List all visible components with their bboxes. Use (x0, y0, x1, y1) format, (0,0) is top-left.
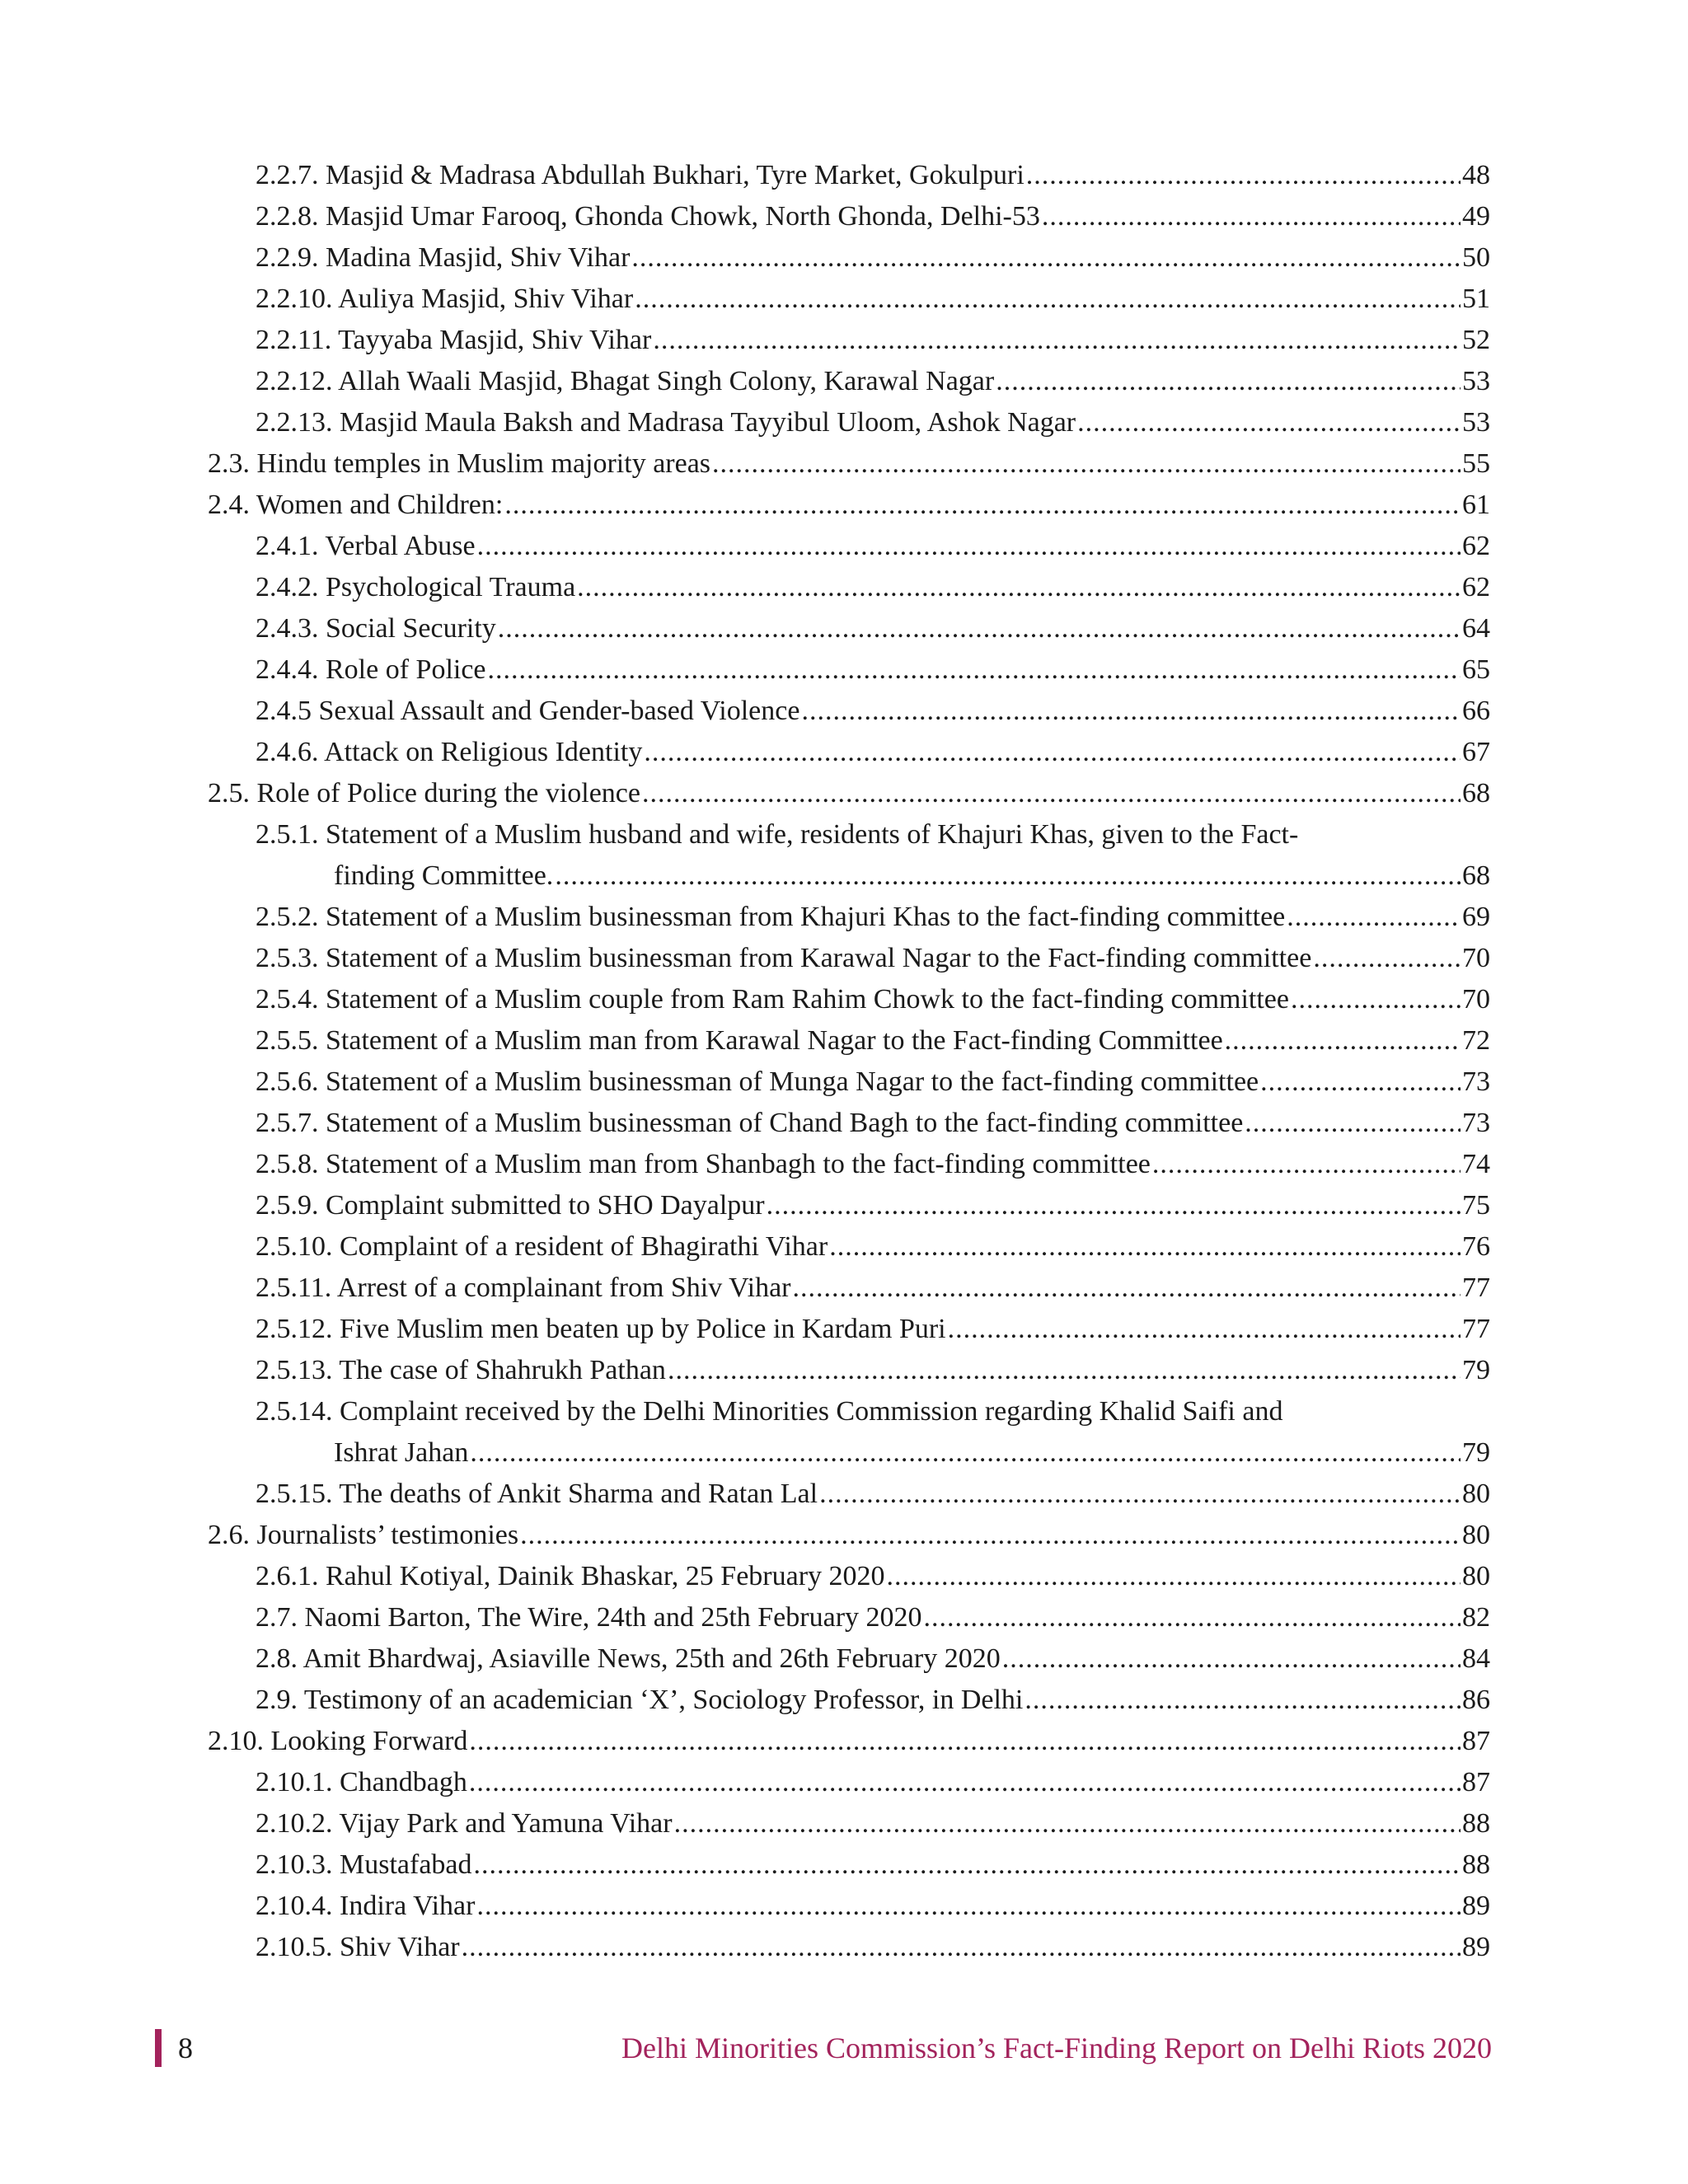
toc-entry-title: 2.5.10. Complaint of a resident of Bhagirathi Vihar (256, 1231, 828, 1262)
toc-entry-title: 2.6. Journalists’ testimonies (208, 1520, 519, 1550)
toc-entry-page-number: 75 (1462, 1190, 1490, 1221)
dot-leader (887, 1556, 1461, 1597)
toc-entry[interactable] (208, 1597, 1490, 1638)
toc-entry[interactable] (208, 1103, 1490, 1144)
toc-entry-page-number: 49 (1462, 201, 1490, 232)
toc-entry-title: 2.5.1. Statement of a Muslim husband and wife, residents of Khajuri Khas, given to the Fact- (256, 819, 1299, 850)
toc-entry[interactable] (208, 1226, 1490, 1268)
dot-leader (642, 773, 1461, 814)
toc-entry-page-number: 53 (1462, 366, 1490, 396)
toc-entry-page-number: 48 (1462, 160, 1490, 190)
toc-entry[interactable] (208, 1350, 1490, 1391)
toc-entry[interactable] (208, 979, 1490, 1020)
toc-entry-page-number: 51 (1462, 284, 1490, 314)
dot-leader (477, 526, 1461, 567)
toc-entry-title-continued: Ishrat Jahan (334, 1437, 469, 1468)
dot-leader (469, 1762, 1461, 1803)
toc-entry[interactable] (208, 814, 1490, 897)
dot-leader (801, 691, 1461, 732)
toc-entry[interactable] (208, 1762, 1490, 1803)
dot-leader (498, 608, 1461, 649)
toc-entry[interactable] (208, 237, 1490, 279)
toc-entry-page-number: 68 (1462, 778, 1490, 808)
toc-entry-page-number: 89 (1462, 1932, 1490, 1962)
toc-entry-title: 2.5.15. The deaths of Ankit Sharma and Ratan Lal (256, 1479, 818, 1509)
toc-entry-page-number: 77 (1462, 1272, 1490, 1303)
toc-entry[interactable] (208, 1638, 1490, 1680)
toc-entry-title: 2.5.3. Statement of a Muslim businessman from Karawal Nagar to the Fact-finding committee (256, 943, 1312, 973)
dot-leader (793, 1268, 1461, 1309)
toc-entry-title: 2.5.2. Statement of a Muslim businessman from Khajuri Khas to the fact-finding committee (256, 902, 1286, 932)
toc-entry-title: 2.2.8. Masjid Umar Farooq, Ghonda Chowk, North Ghonda, Delhi-53 (256, 201, 1040, 232)
toc-entry[interactable] (208, 279, 1490, 320)
toc-entry[interactable] (208, 443, 1490, 485)
toc-entry[interactable] (208, 691, 1490, 732)
dot-leader (577, 567, 1461, 608)
toc-entry-title: 2.4.4. Role of Police (256, 654, 486, 685)
toc-entry-title: 2.5.9. Complaint submitted to SHO Dayalpur (256, 1190, 765, 1221)
toc-entry-title: 2.10.5. Shiv Vihar (256, 1932, 460, 1962)
toc-entry-page-number: 80 (1462, 1479, 1490, 1509)
dot-leader (462, 1927, 1461, 1968)
toc-entry[interactable] (208, 402, 1490, 443)
toc-entry-page-number: 52 (1462, 325, 1490, 355)
footer-report-title: Delhi Minorities Commission’s Fact-Finding Report on Delhi Riots 2020 (621, 2032, 1492, 2064)
dot-leader (1077, 402, 1461, 443)
toc-entry[interactable] (208, 938, 1490, 979)
toc-entry-title: 2.4.5 Sexual Assault and Gender-based Violence (256, 696, 800, 726)
toc-entry[interactable] (208, 1927, 1490, 1968)
toc-entry-page-number: 62 (1462, 572, 1490, 602)
dot-leader (1287, 897, 1461, 938)
toc-entry-page-number: 68 (1462, 860, 1490, 891)
toc-entry[interactable] (208, 361, 1490, 402)
toc-entry-title: 2.4.2. Psychological Trauma (256, 572, 576, 602)
dot-leader (996, 361, 1461, 402)
toc-entry[interactable] (208, 1844, 1490, 1886)
toc-entry-page-number: 67 (1462, 737, 1490, 767)
toc-entry-page-number: 53 (1462, 407, 1490, 438)
table-of-contents (208, 155, 1490, 1968)
toc-entry-title: 2.2.12. Allah Waali Masjid, Bhagat Singh Colony, Karawal Nagar (256, 366, 995, 396)
toc-entry-title-continued: finding Committee. (334, 860, 554, 891)
dot-leader (767, 1185, 1461, 1226)
toc-entry-page-number: 79 (1462, 1355, 1490, 1385)
toc-entry-page-number: 61 (1462, 490, 1490, 520)
toc-entry-page-number: 79 (1462, 1437, 1490, 1468)
dot-leader (819, 1474, 1461, 1515)
toc-entry-title: 2.2.10. Auliya Masjid, Shiv Vihar (256, 284, 634, 314)
toc-entry-page-number: 86 (1462, 1685, 1490, 1715)
toc-entry-title: 2.5.6. Statement of a Muslim businessman of Munga Nagar to the fact-finding committee (256, 1066, 1259, 1097)
toc-entry-title: 2.2.9. Madina Masjid, Shiv Vihar (256, 242, 631, 273)
toc-entry[interactable] (208, 1803, 1490, 1844)
toc-entry-title: 2.10.4. Indira Vihar (256, 1891, 476, 1921)
toc-entry-page-number: 88 (1462, 1808, 1490, 1839)
dot-leader (1260, 1062, 1461, 1103)
toc-entry-page-number: 77 (1462, 1314, 1490, 1344)
toc-entry-page-number: 62 (1462, 531, 1490, 561)
toc-entry[interactable] (208, 485, 1490, 526)
dot-leader (1313, 938, 1461, 979)
dot-leader (555, 855, 1461, 897)
dot-leader (474, 1844, 1461, 1886)
toc-entry[interactable] (208, 732, 1490, 773)
toc-entry-page-number: 80 (1462, 1520, 1490, 1550)
dot-leader (653, 320, 1461, 361)
toc-entry-title: 2.4.1. Verbal Abuse (256, 531, 476, 561)
toc-entry[interactable] (208, 1062, 1490, 1103)
toc-entry-title: 2.5.14. Complaint received by the Delhi Minorities Commission regarding Khalid Saifi and (256, 1396, 1283, 1427)
toc-entry-page-number: 70 (1462, 984, 1490, 1015)
toc-entry-page-number: 69 (1462, 902, 1490, 932)
toc-entry[interactable] (208, 1886, 1490, 1927)
toc-entry-title: 2.4. Women and Children: (208, 490, 504, 520)
toc-entry[interactable] (208, 1268, 1490, 1309)
dot-leader (1291, 979, 1461, 1020)
toc-entry-page-number: 66 (1462, 696, 1490, 726)
dot-leader (1245, 1103, 1461, 1144)
toc-entry-title: 2.5.5. Statement of a Muslim man from Karawal Nagar to the Fact-finding Committee (256, 1025, 1223, 1056)
toc-entry-page-number: 74 (1462, 1149, 1490, 1179)
toc-entry-page-number: 72 (1462, 1025, 1490, 1056)
dot-leader (1225, 1020, 1461, 1062)
dot-leader (470, 1432, 1461, 1474)
dot-leader (476, 1886, 1461, 1927)
dot-leader (1002, 1638, 1461, 1680)
toc-entry-title: 2.9. Testimony of an academician ‘X’, Sociology Professor, in Delhi (256, 1685, 1024, 1715)
toc-entry[interactable] (208, 1515, 1490, 1556)
toc-entry-page-number: 87 (1462, 1726, 1490, 1756)
toc-entry-page-number: 87 (1462, 1767, 1490, 1797)
toc-entry-title: 2.4.3. Social Security (256, 613, 496, 644)
toc-entry[interactable] (208, 1309, 1490, 1350)
toc-entry[interactable] (208, 526, 1490, 567)
toc-entry-page-number: 55 (1462, 448, 1490, 479)
toc-entry[interactable] (208, 1185, 1490, 1226)
toc-entry[interactable] (208, 1391, 1490, 1474)
toc-entry-page-number: 73 (1462, 1108, 1490, 1138)
dot-leader (1042, 196, 1461, 237)
dot-leader (488, 649, 1461, 691)
toc-entry[interactable] (208, 1556, 1490, 1597)
toc-entry[interactable] (208, 1144, 1490, 1185)
toc-entry-title: 2.2.11. Tayyaba Masjid, Shiv Vihar (256, 325, 652, 355)
toc-entry[interactable] (208, 155, 1490, 196)
dot-leader (635, 279, 1461, 320)
toc-entry-page-number: 65 (1462, 654, 1490, 685)
toc-entry-page-number: 70 (1462, 943, 1490, 973)
toc-entry-title: 2.4.6. Attack on Religious Identity (256, 737, 643, 767)
toc-entry-title: 2.5.12. Five Muslim men beaten up by Police in Kardam Puri (256, 1314, 946, 1344)
toc-entry-page-number: 64 (1462, 613, 1490, 644)
toc-entry-title: 2.6.1. Rahul Kotiyal, Dainik Bhaskar, 25 February 2020 (256, 1561, 885, 1591)
toc-entry-page-number: 76 (1462, 1231, 1490, 1262)
toc-entry-page-number: 89 (1462, 1891, 1490, 1921)
dot-leader (674, 1803, 1461, 1844)
toc-entry-title: 2.10.1. Chandbagh (256, 1767, 467, 1797)
toc-entry[interactable] (208, 897, 1490, 938)
footer-page-number: 8 (178, 2032, 193, 2064)
dot-leader (668, 1350, 1461, 1391)
dot-leader (644, 732, 1461, 773)
toc-entry-page-number: 82 (1462, 1602, 1490, 1633)
toc-entry[interactable] (208, 567, 1490, 608)
toc-entry-page-number: 80 (1462, 1561, 1490, 1591)
dot-leader (1026, 155, 1461, 196)
toc-entry-page-number: 88 (1462, 1849, 1490, 1880)
dot-leader (1025, 1680, 1461, 1721)
toc-entry-title: 2.8. Amit Bhardwaj, Asiaville News, 25th and 26th February 2020 (256, 1643, 1001, 1674)
dot-leader (712, 443, 1461, 485)
toc-entry-title: 2.10.2. Vijay Park and Yamuna Vihar (256, 1808, 673, 1839)
dot-leader (631, 237, 1461, 279)
dot-leader (829, 1226, 1461, 1268)
dot-leader (924, 1597, 1461, 1638)
toc-entry-title: 2.5.8. Statement of a Muslim man from Shanbagh to the fact-finding committee (256, 1149, 1151, 1179)
toc-entry-page-number: 50 (1462, 242, 1490, 273)
toc-entry-title: 2.5. Role of Police during the violence (208, 778, 640, 808)
toc-entry-title: 2.3. Hindu temples in Muslim majority areas (208, 448, 711, 479)
dot-leader (520, 1515, 1461, 1556)
toc-entry[interactable] (208, 773, 1490, 814)
toc-entry[interactable] (208, 196, 1490, 237)
dot-leader (469, 1721, 1461, 1762)
toc-entry-title: 2.2.7. Masjid & Madrasa Abdullah Bukhari, Tyre Market, Gokulpuri (256, 160, 1025, 190)
dot-leader (1152, 1144, 1461, 1185)
toc-entry-title: 2.10.3. Mustafabad (256, 1849, 472, 1880)
toc-entry[interactable] (208, 320, 1490, 361)
toc-entry-title: 2.5.11. Arrest of a complainant from Shiv Vihar (256, 1272, 791, 1303)
toc-entry[interactable] (208, 1680, 1490, 1721)
page-footer (155, 2029, 1492, 2070)
toc-entry-title: 2.7. Naomi Barton, The Wire, 24th and 25th February 2020 (256, 1602, 922, 1633)
toc-entry-page-number: 73 (1462, 1066, 1490, 1097)
toc-entry[interactable] (208, 608, 1490, 649)
toc-entry-title: 2.5.4. Statement of a Muslim couple from Ram Rahim Chowk to the fact-finding committee (256, 984, 1289, 1015)
toc-entry-title: 2.10. Looking Forward (208, 1726, 468, 1756)
toc-entry-page-number: 84 (1462, 1643, 1490, 1674)
toc-entry-title: 2.5.13. The case of Shahrukh Pathan (256, 1355, 666, 1385)
dot-leader (504, 485, 1461, 526)
dot-leader (948, 1309, 1461, 1350)
toc-entry-title: 2.5.7. Statement of a Muslim businessman of Chand Bagh to the fact-finding committee (256, 1108, 1244, 1138)
toc-entry[interactable] (208, 1020, 1490, 1062)
toc-entry[interactable] (208, 1721, 1490, 1762)
toc-entry[interactable] (208, 1474, 1490, 1515)
toc-entry[interactable] (208, 649, 1490, 691)
toc-entry-title: 2.2.13. Masjid Maula Baksh and Madrasa Tayyibul Uloom, Ashok Nagar (256, 407, 1076, 438)
footer-accent-bar (155, 2029, 162, 2067)
